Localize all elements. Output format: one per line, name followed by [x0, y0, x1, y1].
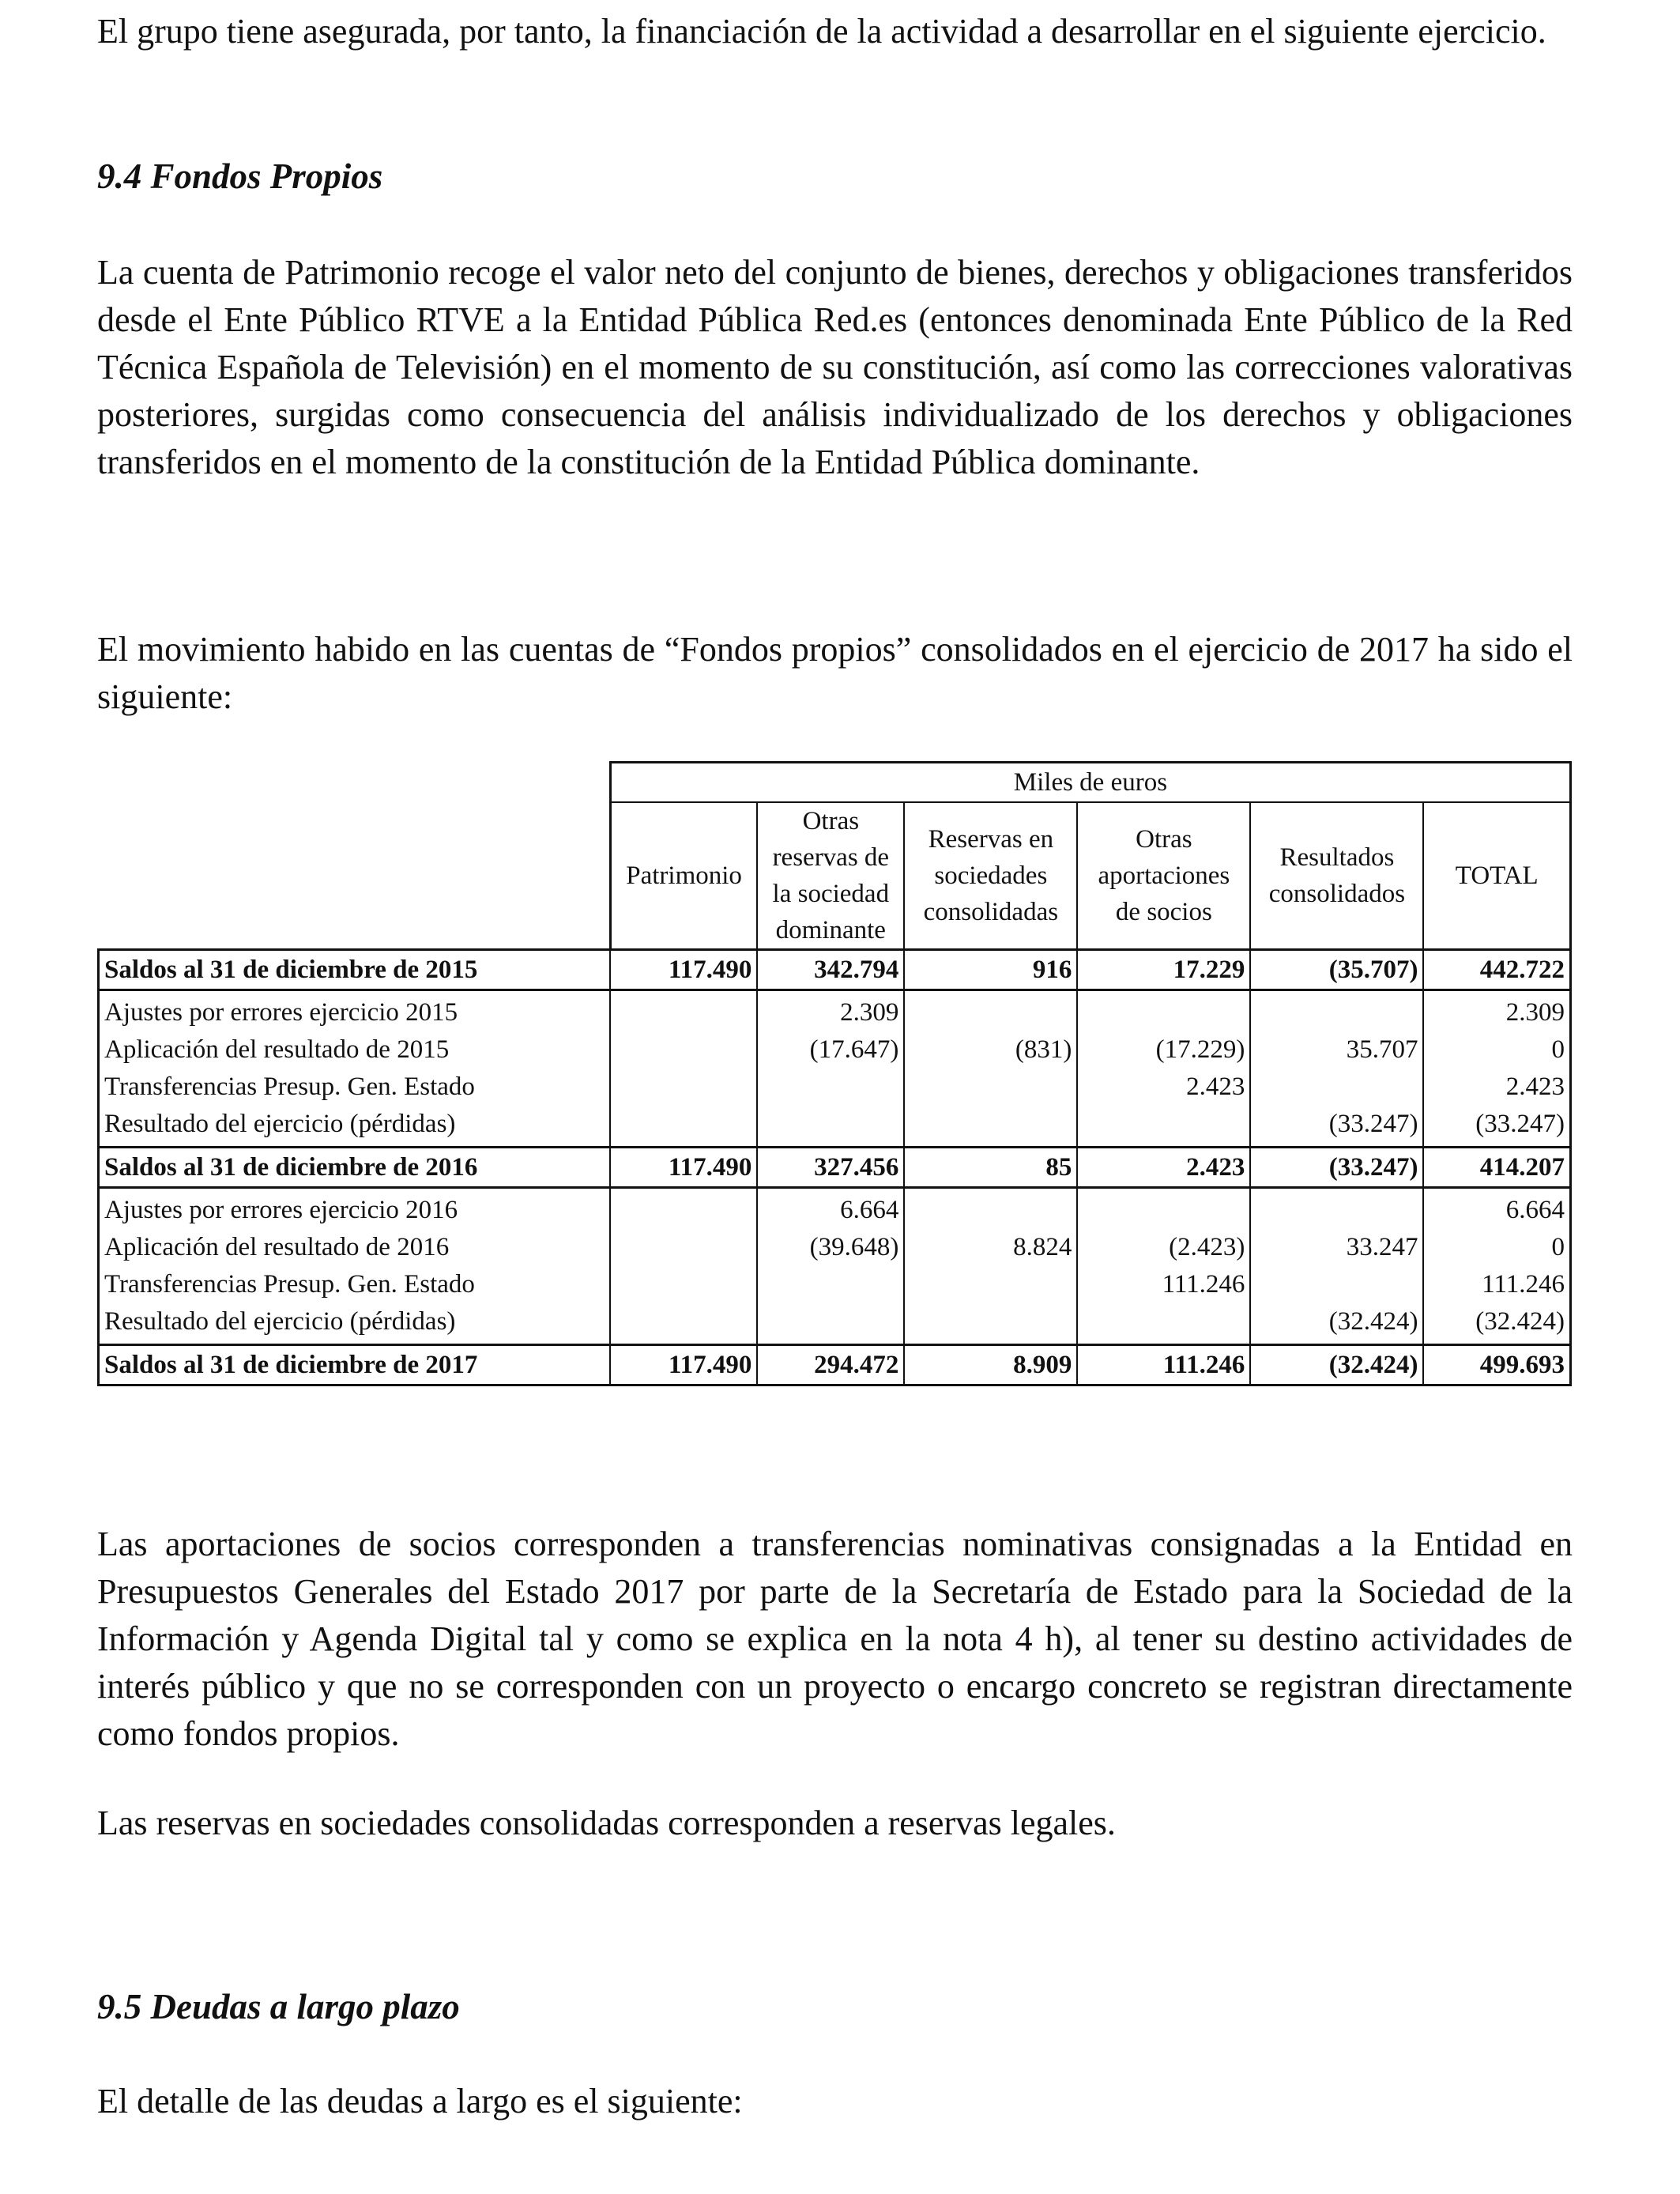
cell-value	[610, 1031, 757, 1069]
section-heading-deudas-largo-plazo: 9.5 Deudas a largo plazo	[97, 1987, 460, 2026]
row-label: Transferencias Presup. Gen. Estado	[99, 1266, 611, 1303]
cell-value: (17.647)	[757, 1031, 904, 1069]
cell-value: 111.246	[1423, 1266, 1570, 1303]
cell-value	[904, 1188, 1077, 1230]
cell-value: 6.664	[1423, 1188, 1570, 1230]
cell-value: 117.490	[610, 1148, 757, 1188]
cell-value: 35.707	[1250, 1031, 1423, 1069]
table-units-header: Miles de euros	[610, 763, 1570, 803]
cell-value: (39.648)	[757, 1229, 904, 1266]
table-row-saldo	[99, 1345, 1571, 1385]
cell-value: 499.693	[1423, 1345, 1570, 1385]
movimiento-paragraph: El movimiento habido en las cuentas de “Fondos propios” consolidados en el ejercicio de 2017 ha sido el siguiente:	[97, 630, 1573, 716]
detalle-paragraph: El detalle de las deudas a largo es el siguiente:	[97, 2082, 743, 2120]
cell-value	[1077, 1106, 1250, 1148]
row-label: Ajustes por errores ejercicio 2016	[99, 1188, 611, 1230]
cell-value	[757, 1069, 904, 1106]
cell-value	[610, 990, 757, 1032]
row-label: Aplicación del resultado de 2016	[99, 1229, 611, 1266]
cell-value: 111.246	[1077, 1345, 1250, 1385]
table-corner-empty	[99, 763, 611, 803]
cell-value: 117.490	[610, 1345, 757, 1385]
cell-value	[904, 1303, 1077, 1345]
column-header-patrimonio: Patrimonio	[610, 802, 757, 950]
cell-value: 2.309	[757, 990, 904, 1032]
cell-value: 0	[1423, 1031, 1570, 1069]
cell-value: (33.247)	[1423, 1106, 1570, 1148]
table-row	[99, 990, 1571, 1032]
column-header-total: TOTAL	[1423, 802, 1570, 950]
cell-value: 33.247	[1250, 1229, 1423, 1266]
cell-value	[757, 1303, 904, 1345]
table-row	[99, 1266, 1571, 1303]
cell-value: 6.664	[757, 1188, 904, 1230]
cell-value	[1250, 1069, 1423, 1106]
cell-value	[1077, 1188, 1250, 1230]
cell-value	[904, 1266, 1077, 1303]
cell-value: 294.472	[757, 1345, 904, 1385]
table-row	[99, 1188, 1571, 1230]
cell-value	[610, 1303, 757, 1345]
cell-value: 342.794	[757, 950, 904, 990]
cell-value: 2.309	[1423, 990, 1570, 1032]
cell-value	[610, 1188, 757, 1230]
table-row	[99, 1229, 1571, 1266]
cell-value: (33.247)	[1250, 1106, 1423, 1148]
table-row-saldo	[99, 1148, 1571, 1188]
row-label: Saldos al 31 de diciembre de 2017	[99, 1345, 611, 1385]
reservas-paragraph: Las reservas en sociedades consolidadas corresponden a reservas legales.	[97, 1804, 1116, 1842]
cell-value: 111.246	[1077, 1266, 1250, 1303]
cell-value: (35.707)	[1250, 950, 1423, 990]
fondos-propios-table	[97, 761, 1572, 1386]
cell-value	[1250, 1266, 1423, 1303]
column-header-otras-aportaciones: Otras aportaciones de socios	[1077, 802, 1250, 950]
cell-value	[904, 1106, 1077, 1148]
cell-value: (32.424)	[1250, 1345, 1423, 1385]
cell-value	[757, 1106, 904, 1148]
fondos-propios-table-container	[97, 761, 1572, 1386]
cell-value	[1077, 1303, 1250, 1345]
cell-value: 8.909	[904, 1345, 1077, 1385]
cell-value: (2.423)	[1077, 1229, 1250, 1266]
cell-value	[610, 1106, 757, 1148]
row-label: Transferencias Presup. Gen. Estado	[99, 1069, 611, 1106]
row-label: Resultado del ejercicio (pérdidas)	[99, 1303, 611, 1345]
cell-value: 2.423	[1077, 1148, 1250, 1188]
cell-value	[610, 1266, 757, 1303]
cell-value	[1250, 1188, 1423, 1230]
cell-value: 117.490	[610, 950, 757, 990]
column-header-reservas-sociedades: Reservas en sociedades consolidadas	[904, 802, 1077, 950]
intro-paragraph: El grupo tiene asegurada, por tanto, la financiación de la actividad a desarrollar en el siguiente ejercicio.	[97, 12, 1546, 51]
cell-value: (33.247)	[1250, 1148, 1423, 1188]
cell-value: 916	[904, 950, 1077, 990]
cell-value	[757, 1266, 904, 1303]
aportaciones-paragraph: Las aportaciones de socios corresponden a transferencias nominativas consignadas a la Entidad en Presupuestos Generales del Estado 2017 por parte de la Secretaría de Estado para la Sociedad de la Información y Agenda Digital tal y como se explica en la nota 4 h), al tener su destino actividades de interés público y que no se corresponden con un proyecto o encargo concreto se registran directamente como fondos propios.	[97, 1525, 1573, 1753]
row-label: Ajustes por errores ejercicio 2015	[99, 990, 611, 1032]
cell-value: (32.424)	[1423, 1303, 1570, 1345]
table-row	[99, 1303, 1571, 1345]
cell-value	[1250, 990, 1423, 1032]
section-heading-fondos-propios: 9.4 Fondos Propios	[97, 156, 383, 196]
cell-value: 8.824	[904, 1229, 1077, 1266]
cell-value	[904, 990, 1077, 1032]
cell-value: (32.424)	[1250, 1303, 1423, 1345]
table-units-row	[99, 763, 1571, 803]
patrimonio-paragraph: La cuenta de Patrimonio recoge el valor neto del conjunto de bienes, derechos y obligaciones transferidos desde el Ente Público RTVE a la Entidad Pública Red.es (entonces denominada Ente Público de la Red Técnica Española de Televisión) en el momento de su constitución, así como las correcciones valorativas posteriores, surgidas como consecuencia del análisis individualizado de los derechos y obligaciones transferidos en el momento de la constitución de la Entidad Pública dominante.	[97, 253, 1573, 481]
table-row	[99, 1106, 1571, 1148]
row-label: Saldos al 31 de diciembre de 2015	[99, 950, 611, 990]
table-column-header-row	[99, 802, 1571, 950]
cell-value: 2.423	[1077, 1069, 1250, 1106]
row-label: Saldos al 31 de diciembre de 2016	[99, 1148, 611, 1188]
column-header-otras-reservas: Otras reservas de la sociedad dominante	[757, 802, 904, 950]
table-row	[99, 1031, 1571, 1069]
cell-value	[904, 1069, 1077, 1106]
table-row-saldo	[99, 950, 1571, 990]
column-header-resultados: Resultados consolidados	[1250, 802, 1423, 950]
cell-value: 2.423	[1423, 1069, 1570, 1106]
cell-value: 327.456	[757, 1148, 904, 1188]
table-body	[99, 950, 1571, 1385]
cell-value: 17.229	[1077, 950, 1250, 990]
row-label: Aplicación del resultado de 2015	[99, 1031, 611, 1069]
cell-value: 442.722	[1423, 950, 1570, 990]
cell-value	[1077, 990, 1250, 1032]
cell-value: 414.207	[1423, 1148, 1570, 1188]
cell-value	[610, 1229, 757, 1266]
cell-value: 85	[904, 1148, 1077, 1188]
row-label: Resultado del ejercicio (pérdidas)	[99, 1106, 611, 1148]
cell-value	[610, 1069, 757, 1106]
cell-value: (17.229)	[1077, 1031, 1250, 1069]
cell-value: 0	[1423, 1229, 1570, 1266]
table-row	[99, 1069, 1571, 1106]
cell-value: (831)	[904, 1031, 1077, 1069]
table-corner-empty	[99, 802, 611, 950]
